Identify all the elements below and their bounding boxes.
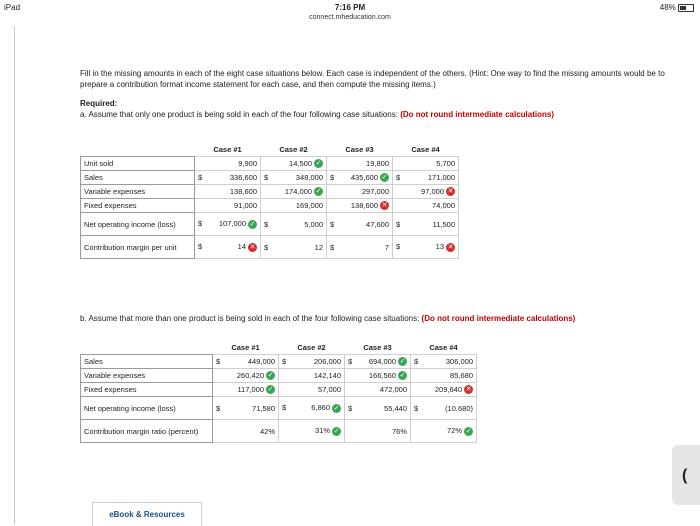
part-a-prompt [80, 109, 680, 120]
answer-cell[interactable] [345, 420, 411, 443]
cell-value: 47,600 [366, 219, 389, 229]
dollar-sign: $ [198, 173, 203, 182]
cell-value: 91,000 [234, 201, 257, 210]
table-row [81, 369, 477, 383]
header-row [81, 143, 459, 157]
part-a-text: a. Assume that only one product is being sold in each of the four following case situations: [80, 110, 398, 119]
battery-indicator [660, 3, 694, 12]
cell-value: 7 [384, 242, 389, 252]
cell-value: 472,000 [379, 385, 407, 394]
dollar-sign: $ [198, 242, 203, 252]
answer-cell[interactable] [279, 355, 345, 369]
column-header-case-1: Case #1 [231, 343, 260, 352]
table-row [81, 199, 459, 213]
cell-value: 435,600 [350, 172, 378, 182]
answer-cell[interactable] [411, 383, 477, 397]
column-header-case-4: Case #4 [429, 343, 458, 352]
answer-cell[interactable] [345, 369, 411, 383]
cell-value: 174,000 [284, 186, 312, 196]
cell-value: 449,000 [247, 357, 275, 366]
answer-cell[interactable] [411, 369, 477, 383]
part-b-text: b. Assume that more than one product is being sold in each of the four following case situations: [80, 314, 420, 323]
answer-cell[interactable] [261, 199, 327, 213]
answer-cell[interactable] [327, 199, 393, 213]
answer-cell[interactable] [411, 397, 477, 420]
cell-value: 13 [435, 242, 444, 252]
handle-icon: ( [682, 467, 688, 484]
answer-cell[interactable] [195, 213, 261, 236]
answer-cell[interactable] [279, 369, 345, 383]
case-table-a [80, 143, 459, 259]
answer-cell[interactable] [393, 236, 459, 259]
cell-value: 169,000 [295, 201, 323, 210]
clock: 7:16 PM [334, 3, 366, 12]
correct-check-icon: ✓ [465, 427, 472, 435]
dollar-sign: $ [282, 357, 287, 366]
device-name: iPad [4, 3, 21, 12]
answer-cell[interactable] [345, 397, 411, 420]
dollar-sign: $ [348, 356, 353, 366]
dollar-sign: $ [396, 173, 401, 182]
correct-check-icon: ✓ [315, 188, 322, 196]
cell-value: 9,900 [238, 159, 257, 168]
row-label: Net operating income (loss) [81, 397, 213, 420]
answer-cell[interactable] [261, 157, 327, 171]
correct-check-icon: ✓ [399, 372, 406, 380]
cell-value: 14 [237, 242, 246, 252]
answer-cell[interactable] [195, 171, 261, 185]
answer-cell[interactable] [345, 355, 411, 369]
cell-value: 76% [391, 426, 407, 436]
row-label: Contribution margin ratio (percent) [81, 420, 213, 443]
correct-check-icon: ✓ [267, 386, 274, 394]
answer-cell[interactable] [213, 355, 279, 369]
answer-cell[interactable] [261, 185, 327, 199]
table-row [81, 383, 477, 397]
column-header-case-3: Case #3 [363, 343, 392, 352]
cell-value: 297,000 [361, 187, 389, 196]
answer-cell[interactable] [327, 236, 393, 259]
cell-value: 11,500 [432, 219, 455, 229]
correct-check-icon: ✓ [315, 160, 322, 168]
part-a-note: (Do not round intermediate calculations) [400, 110, 554, 119]
incorrect-x-icon: ✕ [249, 243, 256, 251]
header-row [81, 341, 477, 355]
correct-check-icon: ✓ [399, 358, 406, 366]
dollar-sign: $ [414, 357, 419, 366]
answer-cell[interactable] [411, 420, 477, 443]
side-panel-handle[interactable] [672, 445, 700, 505]
row-label: Unit sold [81, 157, 195, 171]
cell-value: 138,600 [350, 200, 378, 210]
incorrect-x-icon: ✕ [381, 202, 388, 210]
row-label: Net operating income (loss) [81, 213, 195, 236]
cell-value: 85,680 [450, 371, 473, 380]
cell-value: 19,800 [366, 159, 389, 168]
answer-cell[interactable] [279, 397, 345, 420]
answer-cell[interactable] [393, 171, 459, 185]
row-label: Sales [81, 171, 195, 185]
battery-percent: 48% [659, 3, 676, 12]
column-header-case-4: Case #4 [411, 145, 440, 154]
part-b-prompt [80, 313, 680, 324]
cell-value: 306,000 [445, 357, 473, 366]
dollar-sign: $ [330, 219, 335, 229]
answer-cell[interactable] [279, 383, 345, 397]
answer-cell[interactable] [345, 383, 411, 397]
cell-value: 74,000 [432, 201, 455, 210]
cell-value: 107,000 [218, 219, 246, 229]
dollar-sign: $ [330, 242, 335, 252]
incorrect-x-icon: ✕ [447, 188, 454, 196]
cell-value: 138,600 [229, 187, 257, 196]
cell-value: 72% [446, 426, 462, 436]
header-blank [81, 143, 195, 157]
instructions-text: Fill in the missing amounts in each of the eight case situations below. Each case is independent of the others. (Hint: One way to find the missing amounts would be to prepare a contribution format income statement for each case, and then compute the missing items.) [80, 69, 665, 89]
cell-value: 5,700 [436, 159, 455, 168]
cell-value: 14,500 [289, 158, 312, 168]
dollar-sign: $ [264, 242, 269, 252]
answer-cell[interactable] [327, 157, 393, 171]
answer-cell[interactable] [195, 157, 261, 171]
part-b-note: (Do not round intermediate calculations) [421, 314, 576, 323]
answer-cell[interactable] [195, 199, 261, 213]
cell-value: 694,000 [368, 356, 396, 366]
cell-value: 12 [314, 242, 323, 252]
answer-cell[interactable] [393, 157, 459, 171]
incorrect-x-icon: ✕ [447, 243, 454, 251]
incorrect-x-icon: ✕ [465, 386, 472, 394]
dollar-sign: $ [282, 403, 287, 413]
answer-cell[interactable] [393, 213, 459, 236]
answer-cell[interactable] [327, 171, 393, 185]
answer-cell[interactable] [261, 213, 327, 236]
cell-value: 6,860 [311, 403, 330, 413]
table-row [81, 420, 477, 443]
dollar-sign: $ [216, 403, 221, 413]
cell-value: 209,640 [434, 384, 462, 394]
cell-value: 31% [314, 426, 330, 436]
answer-cell[interactable] [279, 420, 345, 443]
status-bar [0, 0, 700, 24]
table-row [81, 397, 477, 420]
row-label: Contribution margin per unit [81, 236, 195, 259]
table-row [81, 157, 459, 171]
correct-check-icon: ✓ [249, 220, 256, 228]
correct-check-icon: ✓ [267, 372, 274, 380]
dollar-sign: $ [330, 172, 335, 182]
cell-value: 117,000 [237, 384, 264, 394]
required-label: Required: [80, 99, 118, 108]
answer-cell[interactable] [327, 185, 393, 199]
answer-cell[interactable] [195, 236, 261, 259]
answer-cell[interactable] [411, 355, 477, 369]
dollar-sign: $ [396, 242, 401, 252]
left-divider [14, 26, 15, 525]
dollar-sign: $ [216, 357, 221, 366]
row-label: Sales [81, 355, 213, 369]
answer-cell[interactable] [195, 185, 261, 199]
cell-value: 260,420 [236, 370, 264, 380]
correct-check-icon: ✓ [381, 174, 388, 182]
cell-value: 166,560 [368, 370, 396, 380]
correct-check-icon: ✓ [333, 404, 340, 412]
cell-value: 171,000 [427, 173, 455, 182]
cell-value: 42% [259, 426, 275, 436]
table-row [81, 171, 459, 185]
table-row [81, 213, 459, 236]
cell-value: 97,000 [421, 186, 444, 196]
cell-value: 142,140 [313, 371, 341, 380]
dollar-sign: $ [264, 219, 269, 229]
row-label: Variable expenses [81, 369, 213, 383]
answer-cell[interactable] [213, 420, 279, 443]
answer-cell[interactable] [327, 213, 393, 236]
question-content [80, 68, 680, 120]
answer-cell[interactable] [261, 236, 327, 259]
row-label: Variable expenses [81, 185, 195, 199]
battery-icon [678, 4, 694, 12]
cell-value: (10,680) [445, 403, 473, 413]
dollar-sign: $ [348, 403, 353, 413]
answer-cell[interactable] [213, 383, 279, 397]
cell-value: 5,000 [304, 219, 323, 229]
answer-cell[interactable] [393, 185, 459, 199]
answer-cell[interactable] [261, 171, 327, 185]
dollar-sign: $ [414, 403, 419, 413]
answer-cell[interactable] [213, 397, 279, 420]
cell-value: 336,600 [229, 173, 257, 182]
row-label: Fixed expenses [81, 383, 213, 397]
column-header-case-2: Case #2 [279, 145, 308, 154]
answer-cell[interactable] [393, 199, 459, 213]
case-table-b [80, 341, 477, 443]
cell-value: 55,440 [384, 403, 407, 413]
row-label: Fixed expenses [81, 199, 195, 213]
dollar-sign: $ [264, 173, 269, 182]
header-blank [81, 341, 213, 355]
cell-value: 57,000 [318, 385, 341, 394]
answer-cell[interactable] [213, 369, 279, 383]
table-row [81, 355, 477, 369]
dollar-sign: $ [198, 219, 203, 229]
ebook-resources-tab[interactable]: eBook & Resources [92, 502, 202, 526]
cell-value: 71,580 [252, 403, 275, 413]
table-row [81, 236, 459, 259]
url-bar[interactable]: connect.mheducation.com [309, 14, 391, 21]
cell-value: 206,000 [313, 357, 341, 366]
column-header-case-1: Case #1 [213, 145, 242, 154]
column-header-case-2: Case #2 [297, 343, 326, 352]
column-header-case-3: Case #3 [345, 145, 374, 154]
dollar-sign: $ [396, 219, 401, 229]
table-row [81, 185, 459, 199]
cell-value: 348,000 [295, 173, 323, 182]
correct-check-icon: ✓ [333, 427, 340, 435]
